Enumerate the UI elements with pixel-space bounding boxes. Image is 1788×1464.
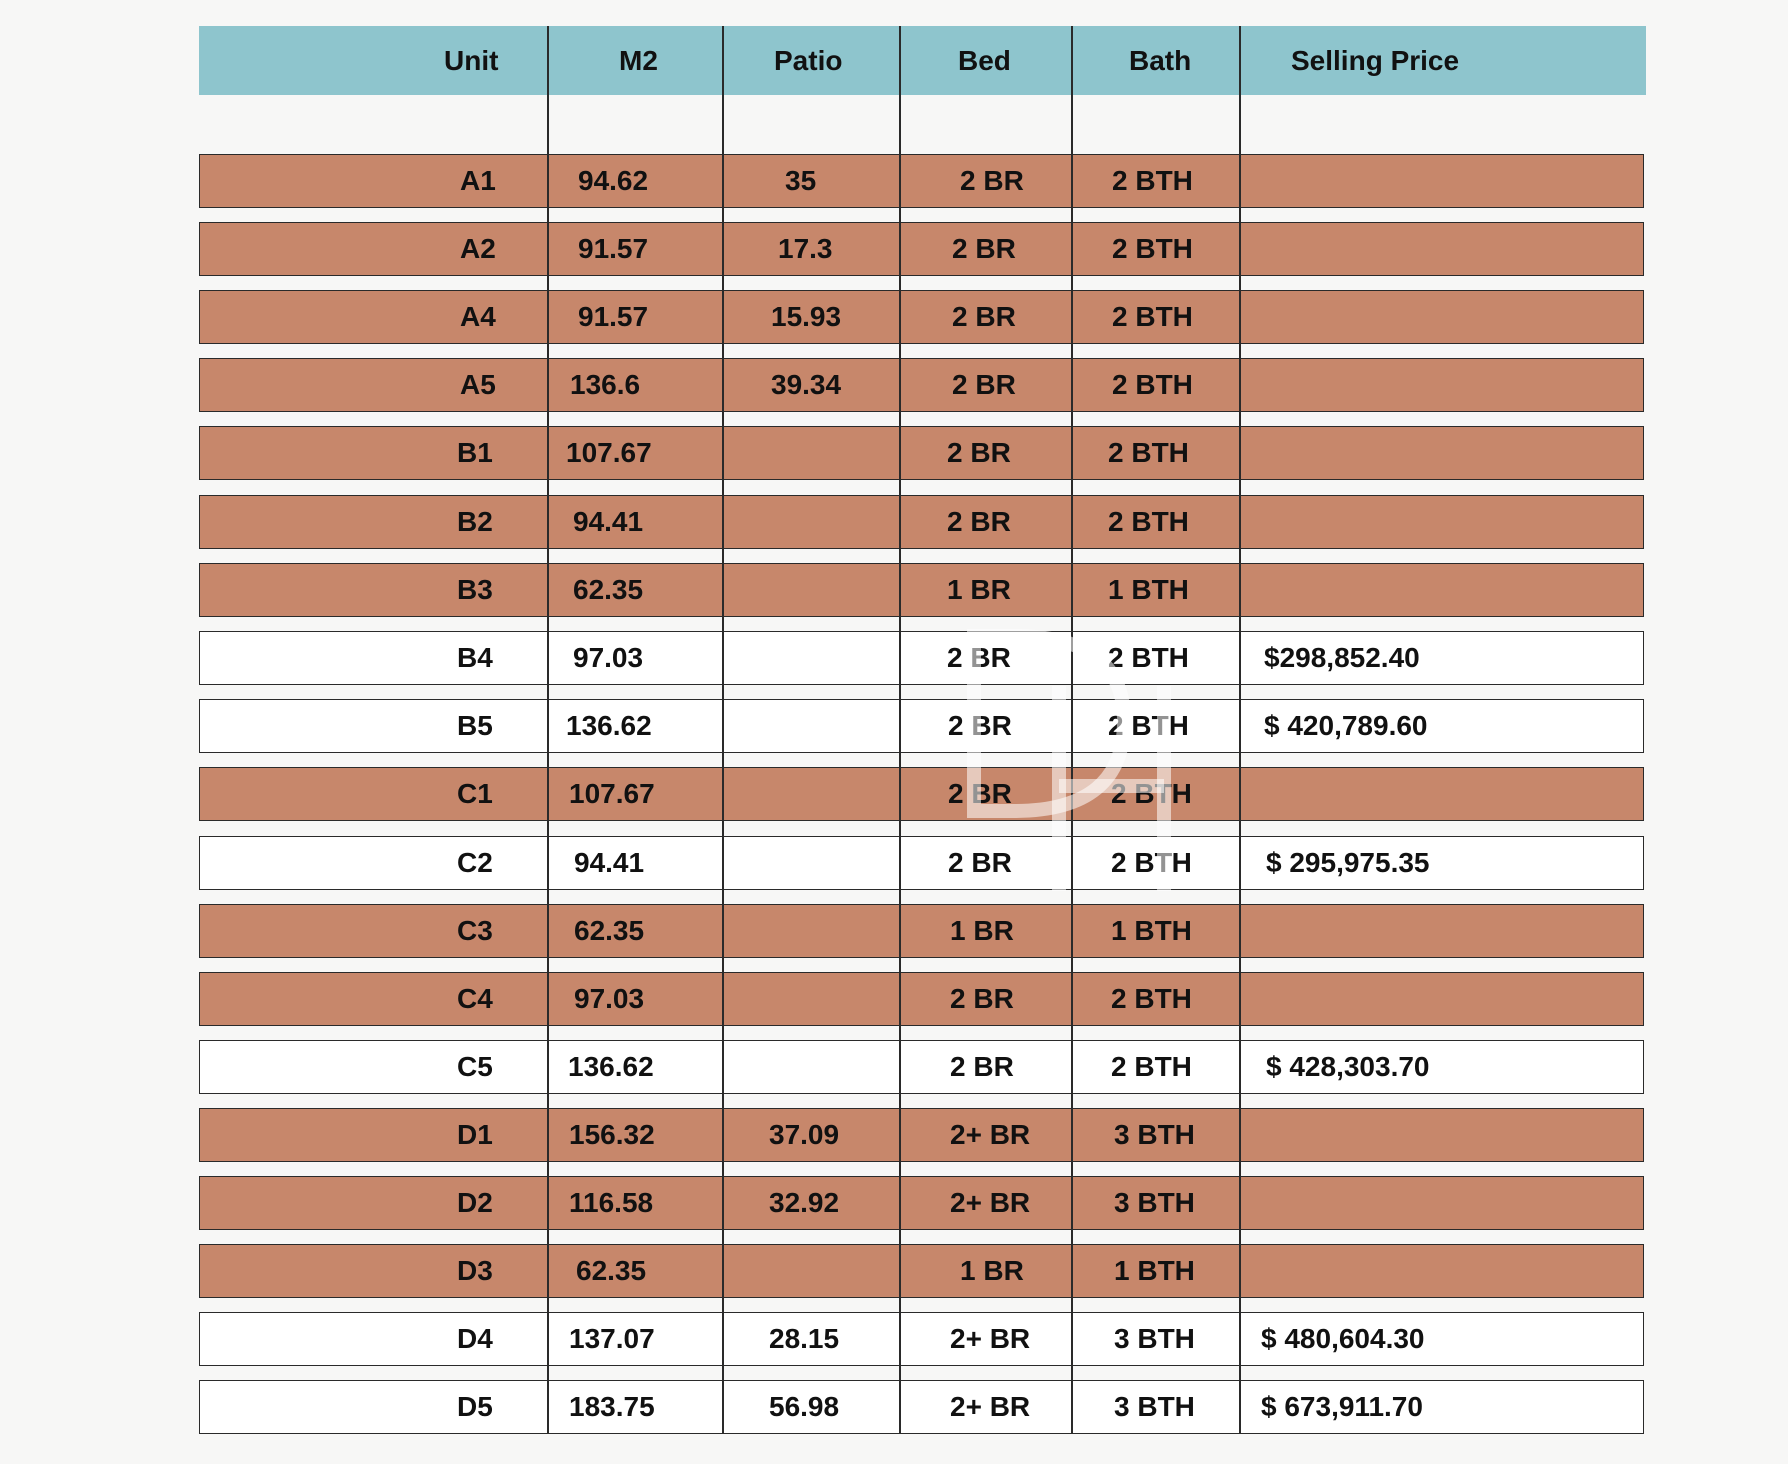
cell-bed: 2 BR [948, 710, 1012, 741]
price-table [199, 26, 1646, 1436]
cell-bath: 3 BTH [1114, 1391, 1195, 1422]
cell-price: $ 480,604.30 [1261, 1323, 1425, 1354]
header-bath: Bath [1129, 45, 1192, 76]
cell-price: $298,852.40 [1264, 642, 1420, 673]
cell-unit: C3 [457, 915, 493, 946]
cell-patio: 28.15 [769, 1323, 840, 1354]
cell-patio: 15.93 [771, 301, 842, 332]
cell-unit: B4 [457, 642, 493, 673]
table-row [199, 631, 1644, 685]
cell-bed: 2+ BR [950, 1391, 1031, 1422]
cell-unit: C1 [457, 778, 493, 809]
table-row [199, 699, 1644, 753]
table-row [199, 290, 1644, 344]
cell-bed: 2 BR [952, 369, 1016, 400]
table-row [199, 154, 1644, 208]
table-row [199, 1380, 1644, 1434]
table-row [199, 1108, 1644, 1162]
cell-price: $ 673,911.70 [1261, 1391, 1423, 1422]
cell-bed: 1 BR [960, 1255, 1024, 1286]
cell-m2: 62.35 [574, 915, 645, 946]
cell-bath: 1 BTH [1111, 915, 1192, 946]
cell-bed: 2 BR [947, 642, 1011, 673]
cell-bed: 2+ BR [950, 1119, 1031, 1150]
cell-bed: 2 BR [948, 778, 1012, 809]
cell-unit: D5 [457, 1391, 493, 1422]
table-row [199, 1312, 1644, 1366]
table-row [199, 1176, 1644, 1230]
cell-m2: 136.62 [568, 1051, 654, 1082]
cell-unit: B5 [457, 710, 493, 741]
cell-unit: A2 [460, 233, 496, 264]
table-row [199, 972, 1644, 1026]
cell-m2: 62.35 [576, 1255, 647, 1286]
table-row [199, 358, 1644, 412]
header-patio: Patio [774, 45, 843, 76]
cell-bath: 2 BTH [1111, 847, 1192, 878]
header-m2: M2 [619, 45, 658, 76]
cell-unit: A5 [460, 369, 496, 400]
cell-bed: 2 BR [948, 847, 1012, 878]
cell-bed: 2 BR [950, 983, 1014, 1014]
table-row [199, 904, 1644, 958]
cell-unit: C4 [457, 983, 493, 1014]
cell-bed: 2 BR [947, 506, 1011, 537]
cell-m2: 91.57 [578, 301, 649, 332]
cell-bath: 1 BTH [1114, 1255, 1195, 1286]
header-bed: Bed [958, 45, 1011, 76]
cell-m2: 136.62 [566, 710, 652, 741]
table-row [199, 1244, 1644, 1298]
header-unit: Unit [444, 45, 499, 76]
cell-bath: 3 BTH [1114, 1187, 1195, 1218]
cell-patio: 39.34 [771, 369, 842, 400]
cell-bath: 2 BTH [1111, 1051, 1192, 1082]
cell-bed: 2+ BR [950, 1323, 1031, 1354]
cell-unit: C2 [457, 847, 493, 878]
cell-bed: 2 BR [960, 165, 1024, 196]
cell-bath: 2 BTH [1108, 710, 1189, 741]
cell-m2: 116.58 [569, 1187, 654, 1218]
cell-patio: 32.92 [769, 1187, 840, 1218]
cell-bed: 1 BR [950, 915, 1014, 946]
cell-patio: 37.09 [769, 1119, 840, 1150]
cell-bath: 2 BTH [1108, 506, 1189, 537]
cell-unit: A1 [460, 165, 496, 196]
cell-m2: 183.75 [569, 1391, 655, 1422]
cell-m2: 137.07 [569, 1323, 655, 1354]
table-row [199, 563, 1644, 617]
cell-bed: 1 BR [947, 574, 1011, 605]
cell-m2: 136.6 [570, 369, 641, 400]
cell-m2: 62.35 [573, 574, 644, 605]
cell-m2: 94.62 [578, 165, 649, 196]
cell-unit: C5 [457, 1051, 493, 1082]
cell-price: $ 420,789.60 [1264, 710, 1428, 741]
column-divider [547, 26, 549, 1434]
cell-unit: B1 [457, 437, 493, 468]
cell-bath: 2 BTH [1108, 642, 1189, 673]
table-row [199, 1040, 1644, 1094]
cell-m2: 107.67 [566, 437, 652, 468]
column-divider [1071, 26, 1073, 1434]
cell-price: $ 428,303.70 [1266, 1051, 1430, 1082]
cell-unit: D3 [457, 1255, 493, 1286]
cell-unit: B3 [457, 574, 493, 605]
cell-bath: 2 BTH [1111, 983, 1192, 1014]
cell-bed: 2 BR [952, 301, 1016, 332]
cell-m2: 94.41 [573, 506, 644, 537]
cell-m2: 97.03 [573, 642, 644, 673]
cell-bath: 3 BTH [1114, 1323, 1195, 1354]
column-divider [722, 26, 724, 1434]
cell-unit: D2 [457, 1187, 493, 1218]
table-row [199, 767, 1644, 821]
cell-unit: B2 [457, 506, 493, 537]
table-row [199, 426, 1644, 480]
cell-patio: 17.3 [778, 233, 833, 264]
cell-bath: 2 BTH [1112, 165, 1193, 196]
cell-unit: D4 [457, 1323, 493, 1354]
cell-m2: 107.67 [569, 778, 655, 809]
table-header [199, 26, 1646, 95]
cell-bed: 2 BR [952, 233, 1016, 264]
cell-m2: 91.57 [578, 233, 649, 264]
cell-unit: D1 [457, 1119, 493, 1150]
cell-unit: A4 [460, 301, 496, 332]
cell-bed: 2 BR [950, 1051, 1014, 1082]
cell-bath: 2 BTH [1111, 778, 1192, 809]
cell-m2: 94.41 [574, 847, 645, 878]
cell-patio: 56.98 [769, 1391, 840, 1422]
cell-bath: 2 BTH [1112, 369, 1193, 400]
cell-bath: 2 BTH [1108, 437, 1189, 468]
cell-m2: 97.03 [574, 983, 645, 1014]
cell-bath: 1 BTH [1108, 574, 1189, 605]
table-row [199, 495, 1644, 549]
cell-bed: 2 BR [947, 437, 1011, 468]
cell-m2: 156.32 [569, 1119, 655, 1150]
header-selling-price: Selling Price [1291, 45, 1460, 76]
table-row [199, 222, 1644, 276]
table-row [199, 836, 1644, 890]
column-divider [1239, 26, 1241, 1434]
cell-bed: 2+ BR [950, 1187, 1031, 1218]
cell-price: $ 295,975.35 [1266, 847, 1430, 878]
cell-bath: 3 BTH [1114, 1119, 1195, 1150]
cell-bath: 2 BTH [1112, 233, 1193, 264]
column-divider [899, 26, 901, 1434]
cell-bath: 2 BTH [1112, 301, 1193, 332]
cell-patio: 35 [785, 165, 817, 196]
